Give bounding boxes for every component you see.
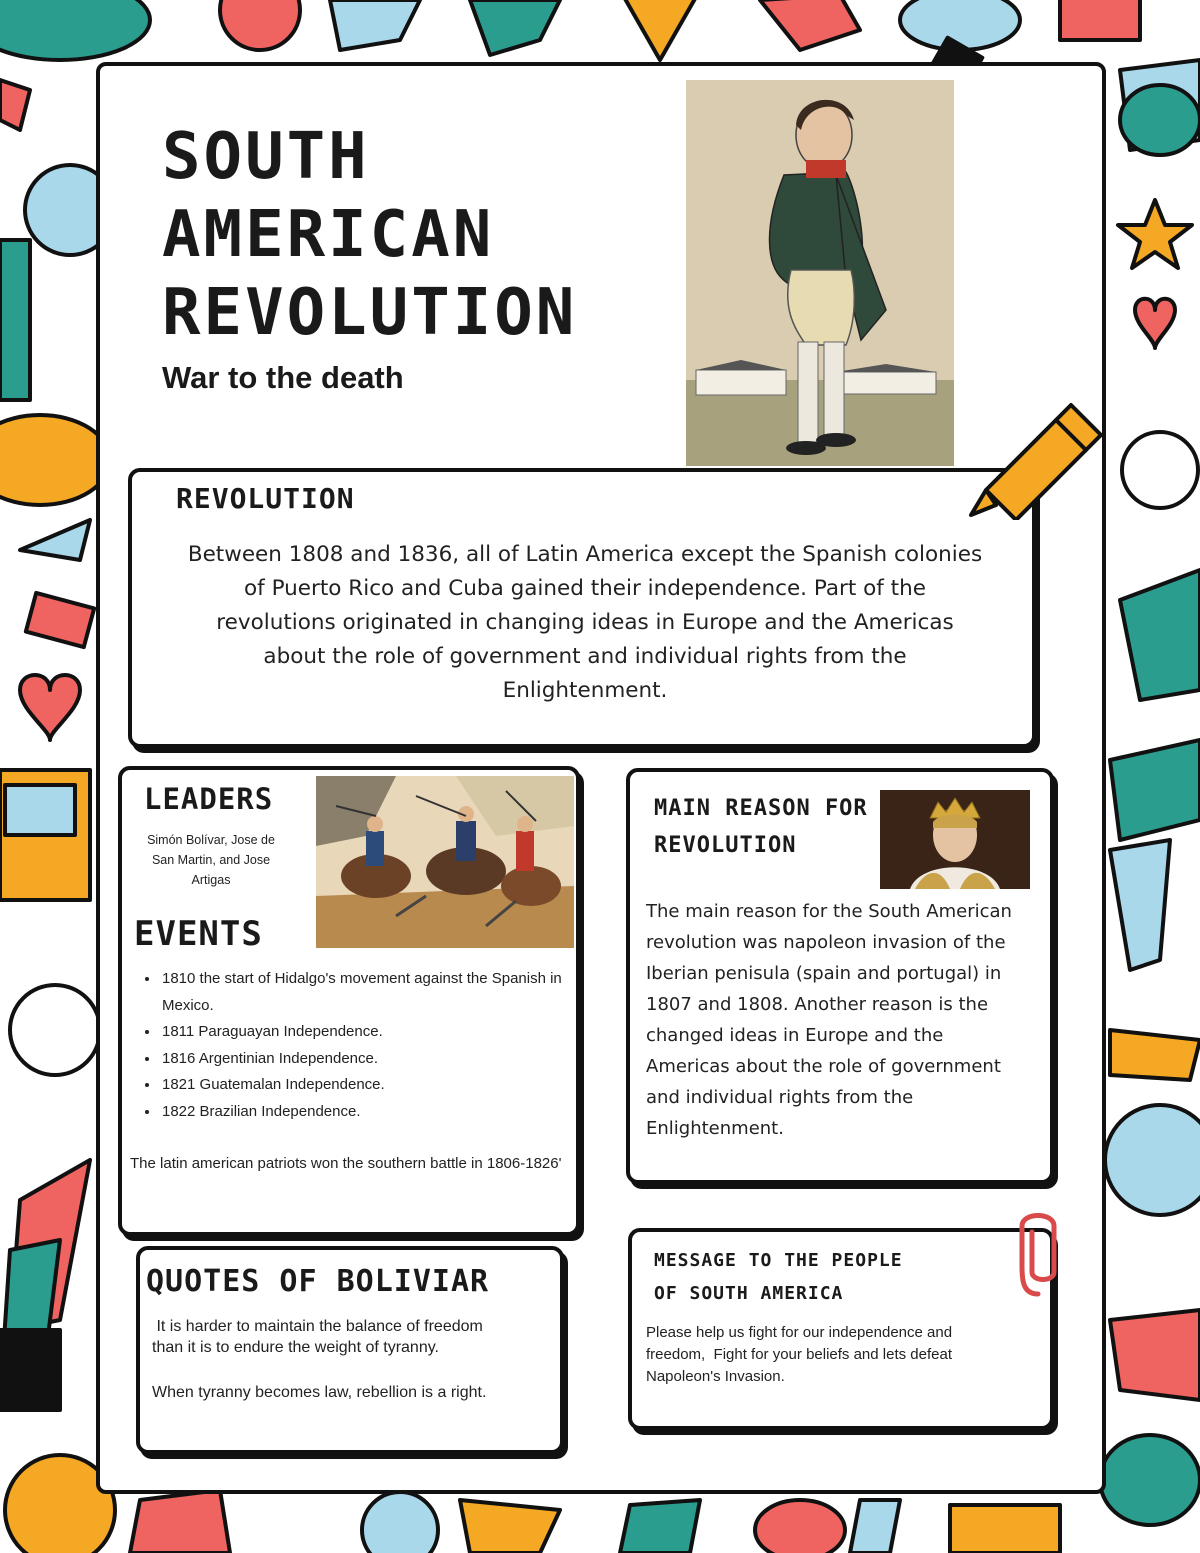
message-text [646,1322,1046,1388]
main-reason-text-line: 1807 and 1808. Another reason is the [646,994,989,1015]
revolution-heading: REVOLUTION [176,482,355,515]
main-reason-text-line: Enlightenment. [646,1118,784,1139]
highlighter-decoration [966,390,1106,520]
quote-2: When tyranny becomes law, rebellion is a right. [152,1384,487,1401]
battle-painting-image [316,776,574,948]
message-heading-line: OF SOUTH AMERICA [654,1283,844,1304]
revolution-text-line: about the role of government and individual rights from the [263,644,907,669]
main-reason-text [646,896,1046,1144]
revolution-text-line: revolutions originated in changing ideas in Europe and the Americas [216,610,954,635]
event-item: • 1816 Argentinian Independence. [160,1046,610,1073]
events-list [132,966,610,1125]
revolution-text-line: Between 1808 and 1836, all of Latin America except the Spanish colonies [187,542,983,567]
main-reason-text-line: Iberian penisula (spain and portugal) in [646,963,1002,984]
quote-1-line: It is harder to maintain the balance of freedom [152,1318,483,1335]
revolution-text [140,538,1030,708]
message-text-line: Napoleon's Invasion. [646,1368,785,1385]
event-item: • 1810 the start of Hidalgo's movement against the Spanish in Mexico. [160,966,610,1019]
main-reason-heading-line: REVOLUTION [654,833,797,858]
event-item: • 1821 Guatemalan Independence. [160,1072,610,1099]
event-item: • 1822 Brazilian Independence. [160,1099,610,1126]
main-reason-heading-line: MAIN REASON FOR [654,796,868,821]
revolution-text-line: of Puerto Rico and Cuba gained their independence. Part of the [244,576,926,601]
napoleon-portrait-image [880,790,1030,889]
leaders-heading: LEADERS [144,782,274,816]
message-text-line: Please help us fight for our independence and [646,1324,953,1341]
title-line: SOUTH [162,120,370,194]
message-heading-line: MESSAGE TO THE PEOPLE [654,1250,903,1271]
quotes-heading: QUOTES OF BOLIVIAR [146,1264,490,1299]
subtitle: War to the death [162,360,404,395]
leaders-text-line: Simón Bolívar, Jose de [147,833,275,847]
message-text-line: freedom, Fight for your beliefs and lets defeat [646,1346,952,1363]
title-line: AMERICAN [162,198,495,272]
events-note: The latin american patriots won the southern battle in 1806-1826' [130,1155,562,1172]
title-line: REVOLUTION [162,276,578,350]
main-reason-text-line: and individual rights from the [646,1087,914,1108]
event-item: • 1811 Paraguayan Independence. [160,1019,610,1046]
main-reason-text-line: Americas about the role of government [646,1056,1001,1077]
paperclip-decoration [1016,1206,1060,1298]
leaders-text-line: Artigas [191,873,231,887]
revolution-text-line: Enlightenment. [502,678,668,703]
main-reason-text-line: The main reason for the South American [646,901,1012,922]
napoleon-caricature-image [686,80,954,466]
main-reason-text-line: revolution was napoleon invasion of the [646,932,1006,953]
message-heading [654,1244,903,1310]
page-title [162,118,582,352]
quote-1 [152,1316,552,1358]
main-reason-heading [654,790,868,864]
leaders-text-line: San Martin, and Jose [151,853,271,867]
main-reason-text-line: changed ideas in Europe and the [646,1025,944,1046]
leaders-text [126,830,296,890]
quote-1-line: than it is to endure the weight of tyranny. [152,1339,439,1356]
events-heading: EVENTS [134,914,263,954]
